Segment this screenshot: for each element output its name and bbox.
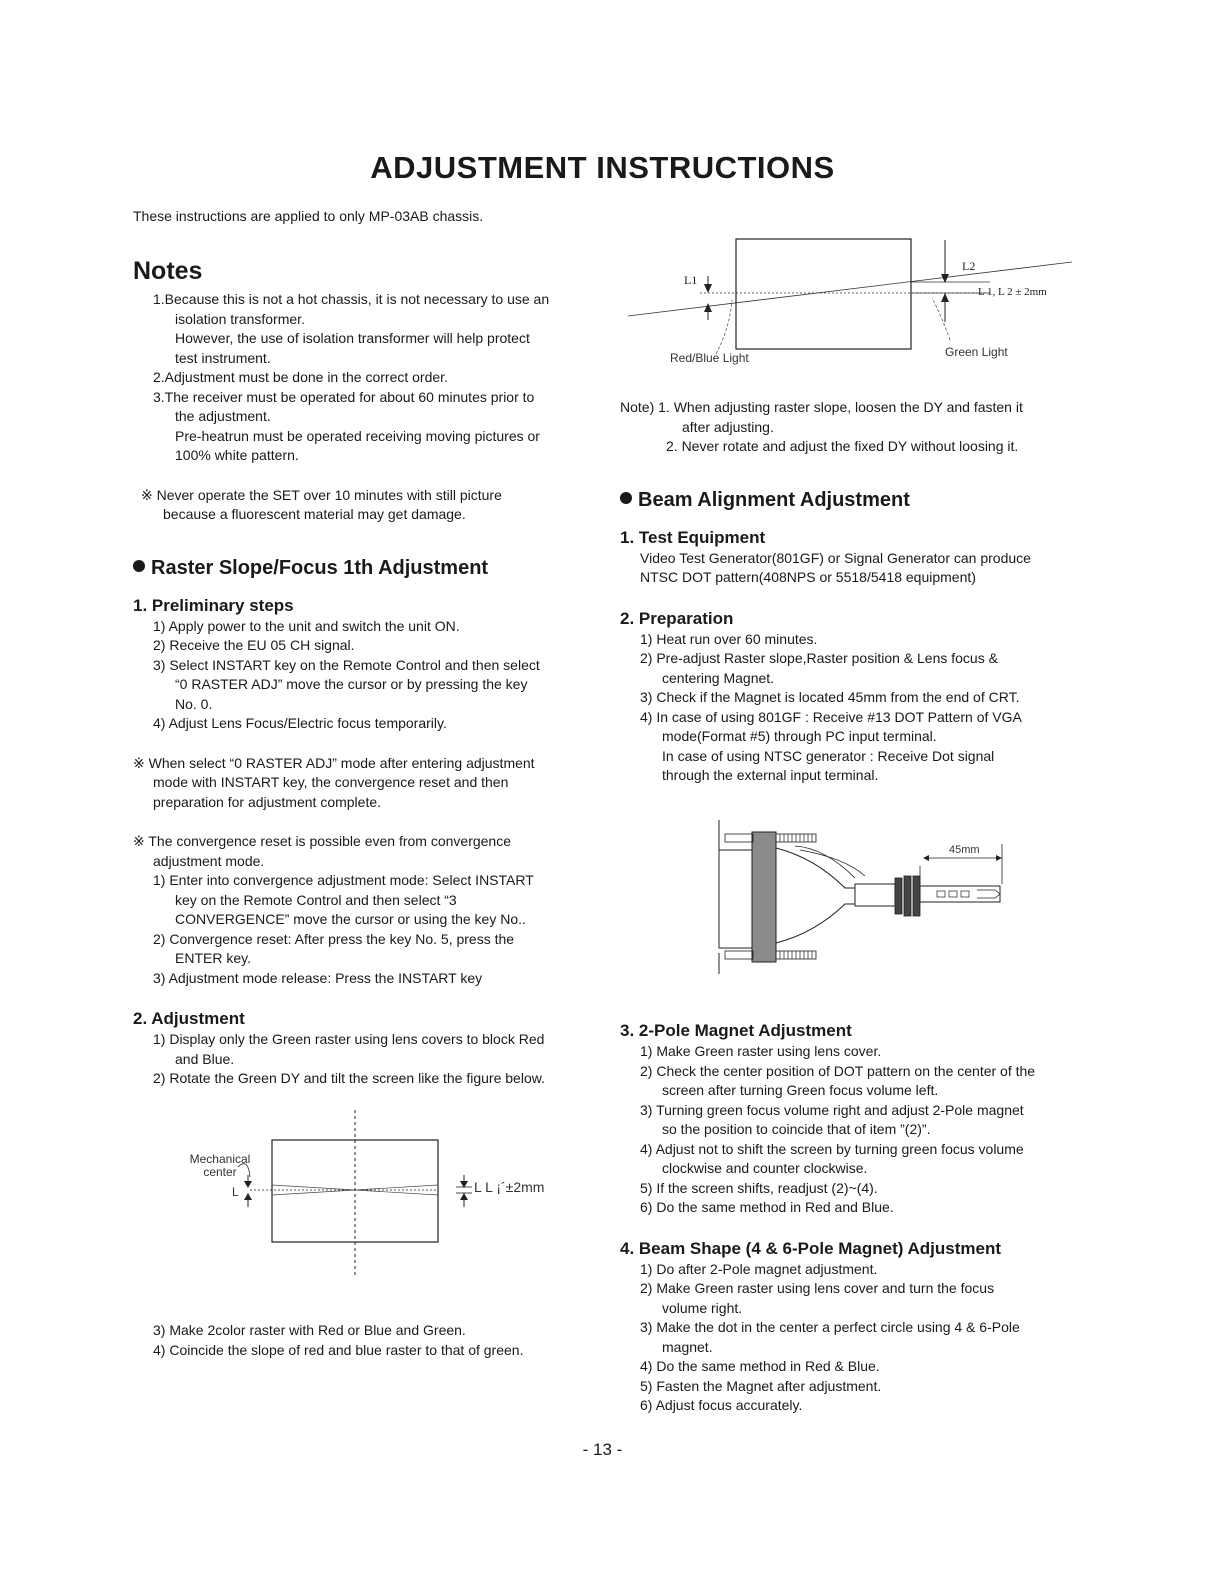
page-title: ADJUSTMENT INSTRUCTIONS xyxy=(370,150,835,185)
pole2-line: so the position to coincide that of item ”(2)”. xyxy=(662,1121,931,1137)
screw-bottom xyxy=(776,951,816,959)
test-equipment-heading: 1. Test Equipment xyxy=(620,527,766,547)
magnet-ring xyxy=(895,878,902,914)
pole2-line: 2) Check the center position of DOT pattern on the center of the xyxy=(640,1062,1036,1079)
raster-note: ※ When select “0 RASTER ADJ” mode after entering adjustment xyxy=(133,754,535,771)
prep-line: through the external input terminal. xyxy=(662,767,879,783)
raster-note: 2) Convergence reset: After press the key No. 5, press the xyxy=(153,930,515,947)
shape-line: volume right. xyxy=(662,1299,743,1316)
screen-rectangle xyxy=(736,239,911,349)
label-red-blue-light: Red/Blue Light xyxy=(670,351,749,365)
notes-line: 3.The receiver must be operated for about 60 minutes prior to xyxy=(153,388,535,405)
notes-line: isolation transformer. xyxy=(175,310,305,327)
crt-neck xyxy=(920,886,1000,902)
notes-line: However, the use of isolation transformer will help protect xyxy=(175,330,530,346)
raster-note: ※ The convergence reset is possible even from convergence xyxy=(133,833,512,849)
raster-note: key on the Remote Control and then select “3 xyxy=(175,891,457,908)
prelim-line: “0 RASTER ADJ” move the cursor or by pressing the key xyxy=(175,676,528,692)
shape-line: 6) Adjust focus accurately. xyxy=(640,1397,803,1413)
pole2-line: 3) Turning green focus volume right and adjust 2-Pole magnet xyxy=(640,1101,1024,1118)
mechanical-center-figure xyxy=(180,1105,580,1280)
magnet-ring xyxy=(913,876,920,916)
prep-line: 3) Check if the Magnet is located 45mm from the end of CRT. xyxy=(640,689,1020,705)
shape-line: 4) Do the same method in Red & Blue. xyxy=(640,1358,880,1374)
notes-line: the adjustment. xyxy=(175,408,271,424)
crt-face xyxy=(719,850,755,948)
adjustment-line: 1) Display only the Green raster using lens covers to block Red xyxy=(153,1031,545,1047)
notes-line: 1.Because this is not a hot chassis, it is not necessary to use an xyxy=(153,291,550,307)
pole2-heading: 3. 2-Pole Magnet Adjustment xyxy=(620,1021,852,1040)
prep-line: centering Magnet. xyxy=(662,669,775,686)
shape-line: 1) Do after 2-Pole magnet adjustment. xyxy=(640,1260,878,1277)
prelim-line: 3) Select INSTART key on the Remote Control and then select xyxy=(153,656,540,673)
label-l: L xyxy=(232,1185,239,1199)
prelim-heading: 1. Preliminary steps xyxy=(133,595,294,615)
label-45mm: 45mm xyxy=(949,844,980,856)
label-center: center xyxy=(203,1165,237,1179)
beam-section-heading: Beam Alignment Adjustment xyxy=(620,487,1090,513)
adjustment-line: 2) Rotate the Green DY and tilt the screen like the figure below. xyxy=(153,1070,545,1086)
pole2-line: clockwise and counter clockwise. xyxy=(662,1160,868,1176)
screw-top xyxy=(776,834,816,842)
adjustment-line: and Blue. xyxy=(175,1050,235,1067)
preparation-heading: 2. Preparation xyxy=(620,608,734,628)
arrow-up-icon xyxy=(460,1193,468,1200)
prelim-line: 2) Receive the EU 05 CH signal. xyxy=(153,637,355,653)
intro-text: These instructions are applied to only MP-03AB chassis. xyxy=(133,208,484,224)
prelim-line: 4) Adjust Lens Focus/Electric focus temporarily. xyxy=(153,715,447,731)
raster-note: 3) Adjustment mode release: Press the INSTART key xyxy=(153,969,483,986)
left-column xyxy=(133,256,593,1089)
adjustment-line: 4) Coincide the slope of red and blue raster to that of green. xyxy=(153,1341,524,1358)
notes-line: test instrument. xyxy=(175,349,271,366)
notes-line: 2.Adjustment must be done in the correct order. xyxy=(153,369,448,385)
pole2-line: 4) Adjust not to shift the screen by turning green focus volume xyxy=(640,1140,1024,1157)
arrow-up-icon xyxy=(244,1193,252,1200)
slope-note: Note) 1. When adjusting raster slope, loosen the DY and fasten it xyxy=(620,399,1023,415)
pole2-line: 1) Make Green raster using lens cover. xyxy=(640,1043,882,1059)
label-l2: L2 xyxy=(962,259,976,273)
label-tolerance: L 1, L 2 ± 2mm xyxy=(978,286,1047,298)
notes-line: 100% white pattern. xyxy=(175,447,299,463)
crt-magnet-figure xyxy=(715,818,1015,976)
adjustment-after-figure xyxy=(133,1321,593,1360)
raster-note: preparation for adjustment complete. xyxy=(153,793,382,810)
shape-line: 2) Make Green raster using lens cover and turn the focus xyxy=(640,1280,995,1296)
label-green-light: Green Light xyxy=(945,345,1008,359)
arrow-down-icon xyxy=(244,1181,252,1188)
test-line: Video Test Generator(801GF) or Signal Generator can produce xyxy=(640,549,1031,566)
adjustment-heading: 2. Adjustment xyxy=(133,1009,245,1028)
pole2-line: 5) If the screen shifts, readjust (2)~(4). xyxy=(640,1179,878,1196)
bullet-icon xyxy=(620,492,632,504)
bullet-icon xyxy=(133,560,145,572)
label-tolerance: L L ¡´±2mm xyxy=(474,1179,545,1195)
page-number: - 13 - xyxy=(582,1440,623,1459)
raster-note: 1) Enter into convergence adjustment mode: Select INSTART xyxy=(153,872,534,888)
beam-shape-heading: 4. Beam Shape (4 & 6-Pole Magnet) Adjustment xyxy=(620,1238,1001,1258)
notes-warning: because a fluorescent material may get damage. xyxy=(163,506,466,522)
label-mechanical: Mechanical xyxy=(189,1152,251,1166)
pole2-line: 6) Do the same method in Red and Blue. xyxy=(640,1199,894,1215)
prelim-line: 1) Apply power to the unit and switch the unit ON. xyxy=(153,617,460,634)
slope-note: after adjusting. xyxy=(682,418,774,435)
arrow-right-icon xyxy=(996,855,1002,861)
raster-note: adjustment mode. xyxy=(153,852,265,869)
slope-note: 2. Never rotate and adjust the fixed DY without loosing it. xyxy=(666,438,1019,454)
shape-line: 5) Fasten the Magnet after adjustment. xyxy=(640,1377,882,1394)
prep-line: mode(Format #5) through PC input terminal. xyxy=(662,728,937,744)
notes-warning: ※ Never operate the SET over 10 minutes with still picture xyxy=(141,486,502,503)
prep-line: 4) In case of using 801GF : Receive #13 DOT Pattern of VGA xyxy=(640,708,1022,725)
arrow-up-icon xyxy=(941,293,949,302)
prep-line: 2) Pre-adjust Raster slope,Raster position & Lens focus & xyxy=(640,650,998,666)
notes-line: Pre-heatrun must be operated receiving moving pictures or xyxy=(175,427,540,444)
raster-note: ENTER key. xyxy=(175,950,251,966)
label-l1: L1 xyxy=(684,273,698,287)
pole2-line: screen after turning Green focus volume left. xyxy=(662,1082,939,1098)
test-line: NTSC DOT pattern(408NPS or 5518/5418 equipment) xyxy=(640,569,976,585)
adjustment-line: 3) Make 2color raster with Red or Blue and Green. xyxy=(153,1322,466,1338)
notes-heading: Notes xyxy=(133,257,203,285)
right-column-lower xyxy=(620,1020,1090,1416)
arrow-left-icon xyxy=(923,855,929,861)
prep-line: In case of using NTSC generator : Receive Dot signal xyxy=(662,747,995,764)
magnet-ring xyxy=(904,876,911,916)
raster-note: CONVERGENCE” move the cursor or using the key No.. xyxy=(175,911,526,927)
shape-line: 3) Make the dot in the center a perfect circle using 4 & 6-Pole xyxy=(640,1319,1020,1335)
prep-line: 1) Heat run over 60 minutes. xyxy=(640,630,818,647)
crt-band xyxy=(752,832,776,962)
raster-slope-figure xyxy=(620,232,1080,372)
raster-note: mode with INSTART key, the convergence reset and then xyxy=(153,774,509,790)
shape-line: magnet. xyxy=(662,1338,713,1355)
arrow-down-icon xyxy=(704,284,712,293)
raster-section-heading: Raster Slope/Focus 1th Adjustment xyxy=(133,555,593,581)
arrow-up-icon xyxy=(704,303,712,312)
right-column xyxy=(620,398,1090,786)
prelim-line: No. 0. xyxy=(175,695,213,712)
